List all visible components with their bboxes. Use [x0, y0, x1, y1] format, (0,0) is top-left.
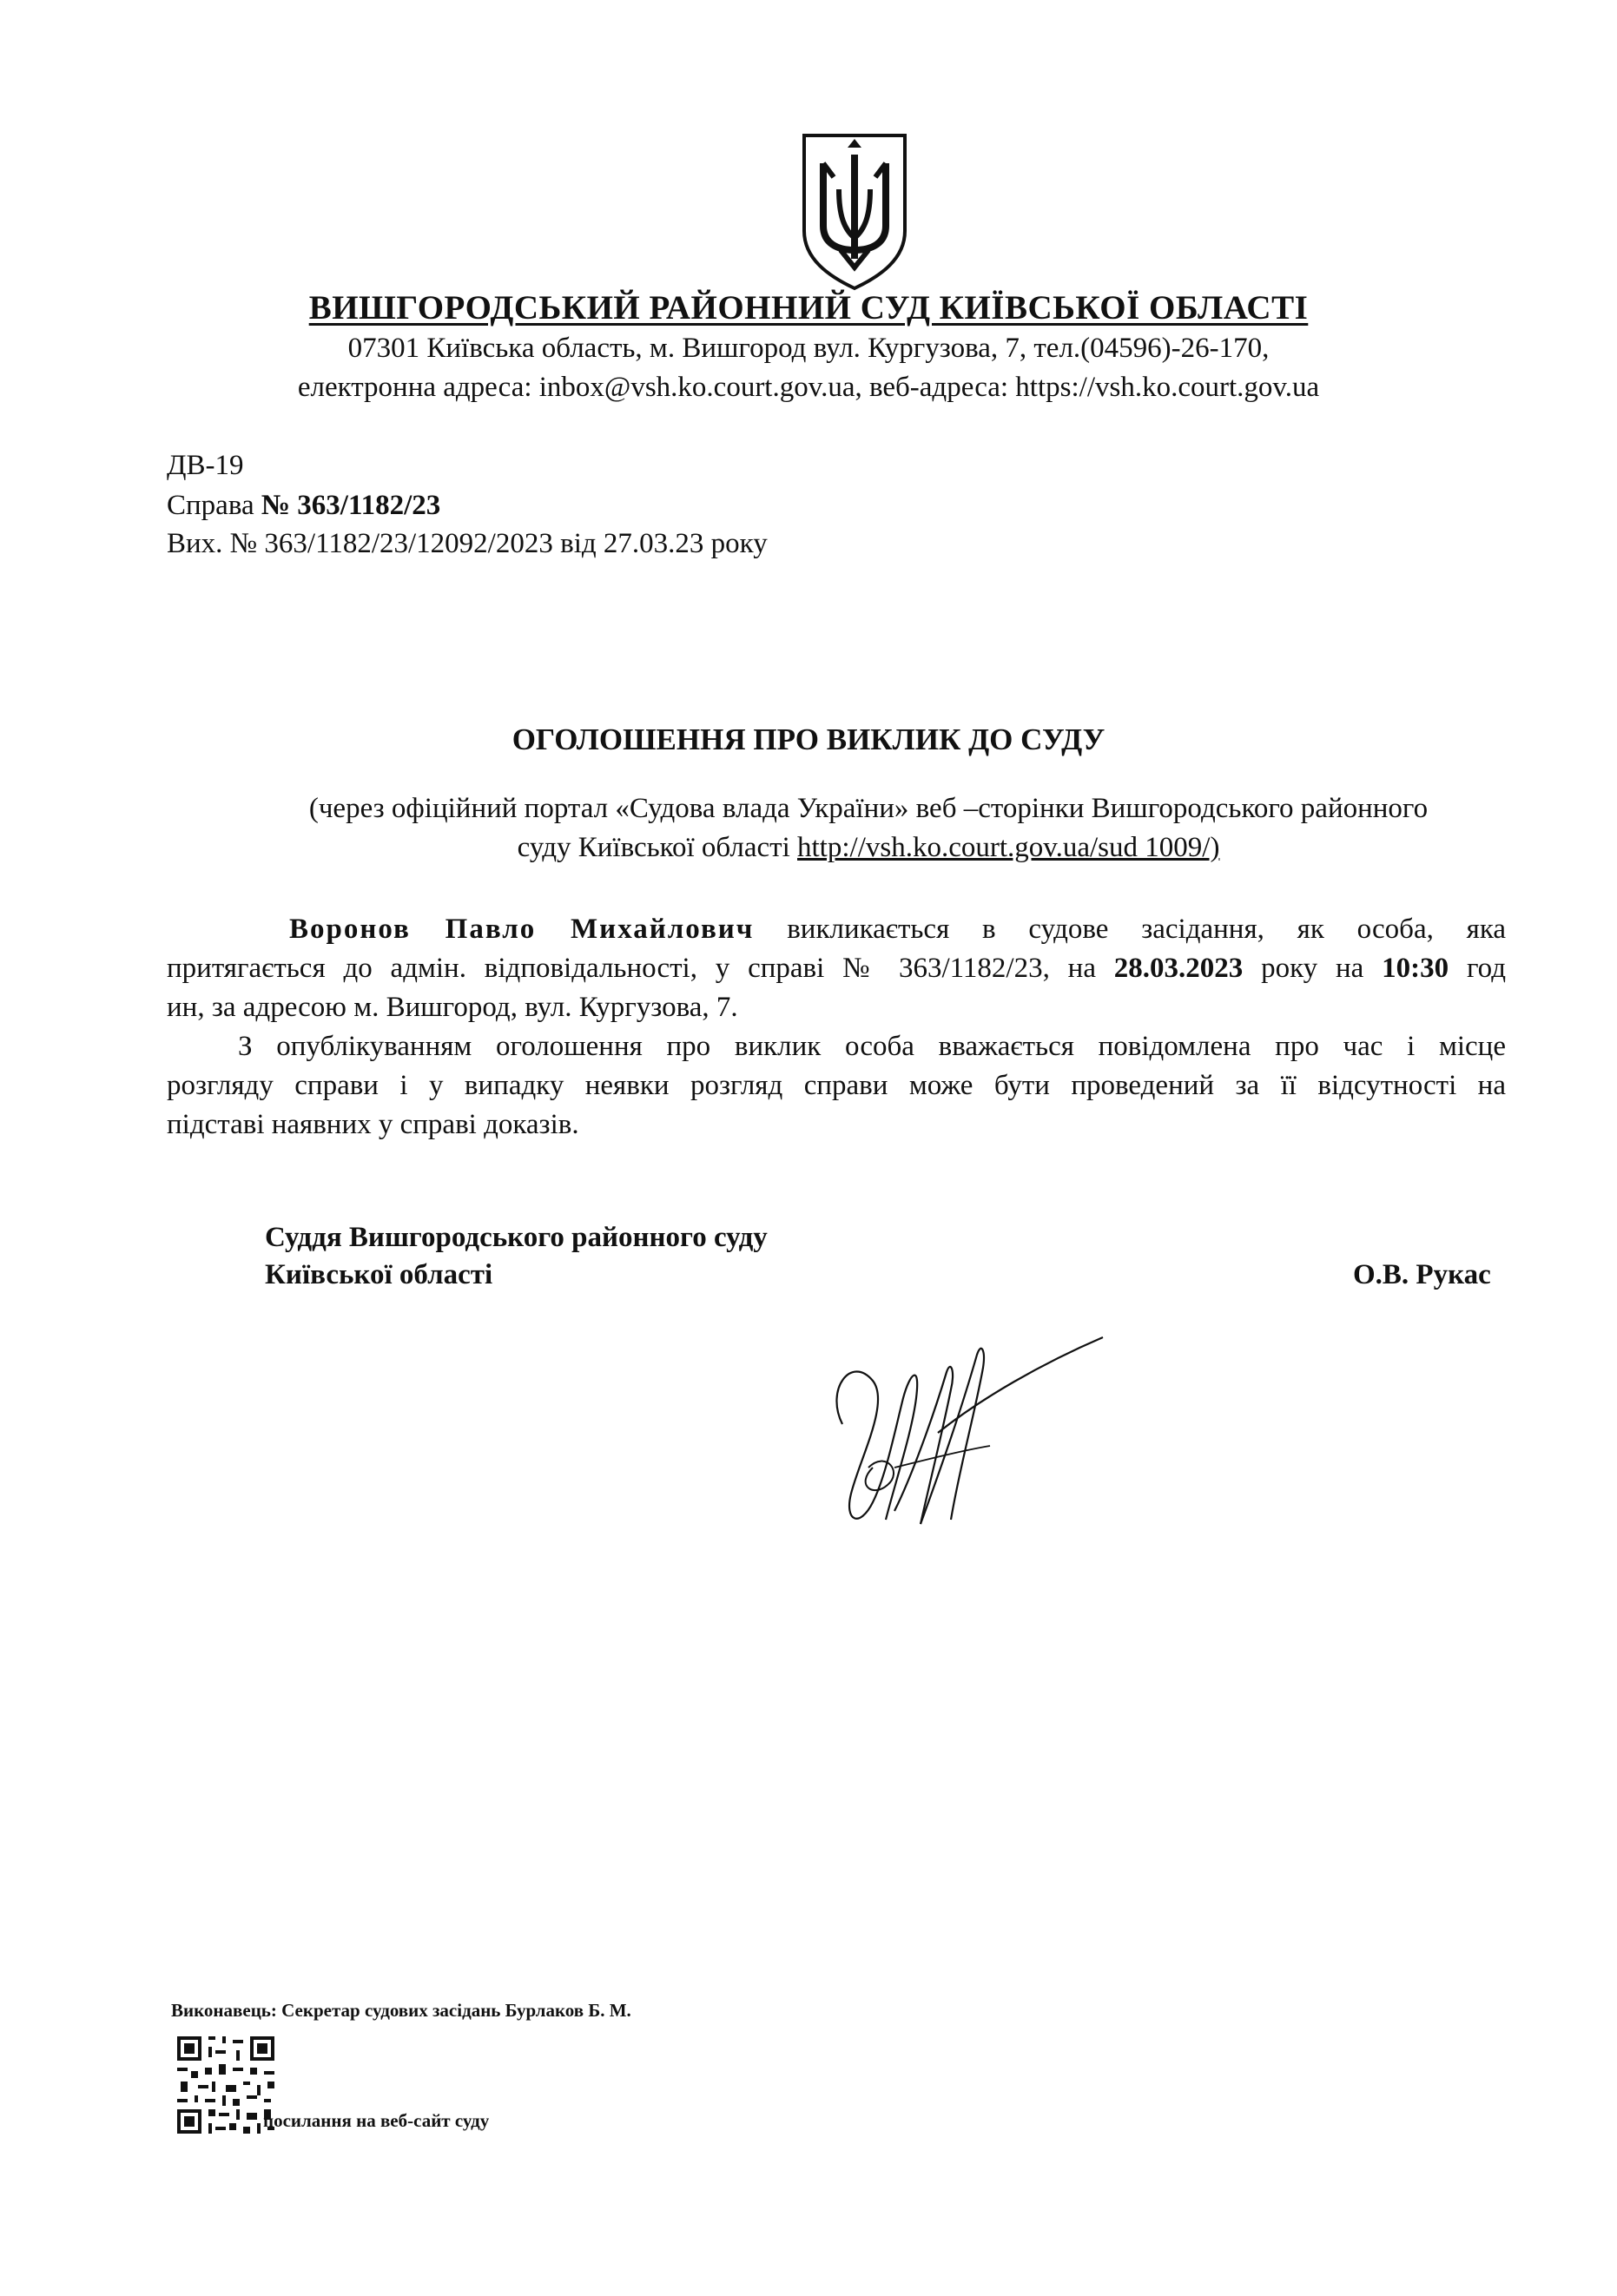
notice-subtitle-line-2 — [122, 832, 1615, 864]
outgoing-reference — [167, 528, 768, 560]
judge-title-line-1: Суддя Вишгородського районного суду — [265, 1222, 768, 1253]
hearing-time: 10:30 — [1382, 953, 1449, 984]
body-line-1 — [289, 914, 1506, 946]
body-line-3: ин, за адресою м. Вишгород, вул. Кургузова, 7. — [167, 992, 738, 1023]
subtitle-text: суду Київської області — [517, 832, 798, 863]
court-contacts: електронна адреса: inbox@vsh.ko.court.gov.ua, веб-адреса: https://vsh.ko.court.gov.ua — [297, 372, 1320, 403]
qr-code[interactable] — [174, 2032, 278, 2138]
case-label: Справа — [167, 490, 261, 521]
outgoing-date: від 27.03.23 року — [552, 528, 768, 559]
handwritten-signature — [790, 1320, 1120, 1537]
body-line-5: розгляду справи і у випадку неявки розгляд справи може бути проведений за її відсутності на — [167, 1070, 1506, 1101]
judge-title-line-2: Київської області — [265, 1259, 493, 1290]
hearing-date: 28.03.2023 — [1113, 953, 1244, 984]
case-reference — [167, 490, 440, 522]
judge-name: О.В. Рукас — [1353, 1259, 1491, 1290]
person-name: Воронов Павло Михайлович — [289, 914, 755, 945]
portal-link[interactable]: http://vsh.ko.court.gov.ua/sud 1009/) — [797, 832, 1220, 863]
notice-subtitle: (через офіційний портал «Судова влада України» веб –сторінки Вишгородського районного — [308, 793, 1429, 824]
body-line-6: підставі наявних у справі доказів. — [167, 1109, 579, 1140]
outgoing-number: Вих. № 363/1182/23/12092/2023 — [167, 528, 553, 559]
court-name: ВИШГОРОДСЬКИЙ РАЙОННИЙ СУД КИЇВСЬКОЇ ОБЛАСТІ — [308, 289, 1309, 327]
body-line-4: З опублікуванням оголошення про виклик особа вважається повідомлена про час і місце — [238, 1031, 1506, 1062]
notice-title: ОГОЛОШЕННЯ ПРО ВИКЛИК ДО СУДУ — [512, 722, 1106, 756]
case-number: № 363/1182/23 — [261, 490, 441, 521]
body-text: притягається до адмін. відповідальності, у справі № 363/1182/23, на — [167, 953, 1114, 984]
body-text: року на — [1243, 953, 1383, 984]
court-address: 07301 Київська область, м. Вишгород вул. Кургузова, 7, тел.(04596)-26-170, — [347, 333, 1270, 364]
body-text: год — [1449, 953, 1506, 984]
qr-caption: посилання на веб-сайт суду — [263, 2110, 490, 2131]
body-line-2 — [167, 953, 1506, 985]
document-code: ДВ-19 — [167, 450, 244, 481]
coat-of-arms-icon — [794, 129, 915, 294]
body-text: викликається в судове засідання, як особа, яка — [787, 914, 1506, 945]
executor-note: Виконавець: Секретар судових засідань Бурлаков Б. М. — [171, 2000, 631, 2021]
